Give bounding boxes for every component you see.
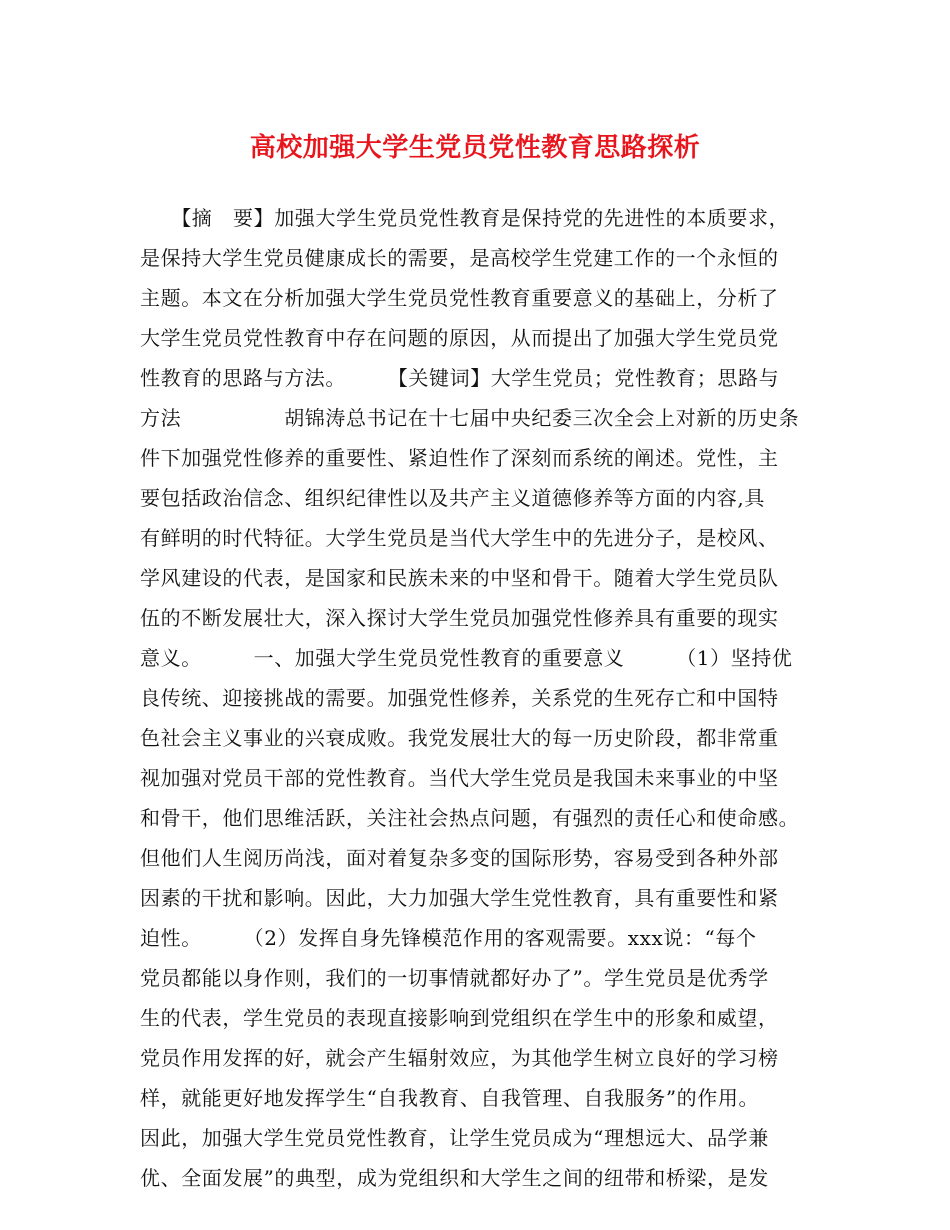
body-line: 学风建设的代表，是国家和民族未来的中坚和骨干。随着大学生党员队 bbox=[140, 566, 779, 590]
body-line: 生的代表，学生党员的表现直接影响到党组织在学生中的形象和威望， bbox=[140, 1006, 779, 1030]
body-line: 但他们人生阅历尚浅，面对着复杂多变的国际形势，容易受到各种外部 bbox=[140, 846, 779, 870]
body-line: 和骨干，他们思维活跃，关注社会热点问题，有强烈的责任心和使命感。 bbox=[140, 806, 800, 830]
body-line: 性教育的思路与方法。 【关键词】大学生党员；党性教育；思路与 bbox=[140, 366, 780, 390]
body-line: 大学生党员党性教育中存在问题的原因，从而提出了加强大学生党员党 bbox=[140, 326, 779, 350]
document-title: 高校加强大学生党员党性教育思路探析 bbox=[249, 133, 701, 163]
document-body bbox=[0, 198, 950, 1190]
body-line: 样，就能更好地发挥学生“自我教育、自我管理、自我服务”的作用。 bbox=[140, 1086, 760, 1110]
body-line: 迫性。 （2）发挥自身先锋模范作用的客观需要。xxx说：“每个 bbox=[140, 926, 757, 950]
body-line: 伍的不断发展壮大，深入探讨大学生党员加强党性修养具有重要的现实 bbox=[140, 606, 779, 630]
body-line: 要包括政治信念、组织纪律性以及共产主义道德修养等方面的内容,具 bbox=[140, 486, 765, 510]
body-line: 优、全面发展”的典型，成为党组织和大学生之间的纽带和桥梁，是发 bbox=[140, 1166, 769, 1190]
body-line: 是保持大学生党员健康成长的需要，是高校学生党建工作的一个永恒的 bbox=[140, 246, 779, 270]
body-line: 视加强对党员干部的党性教育。当代大学生党员是我国未来事业的中坚 bbox=[140, 766, 779, 790]
body-line: 件下加强党性修养的重要性、紧迫性作了深刻而系统的阐述。党性，主 bbox=[140, 446, 779, 470]
body-line: 意义。 一、加强大学生党员党性教育的重要意义 （1）坚持优 bbox=[140, 646, 793, 670]
body-line: 党员作用发挥的好，就会产生辐射效应，为其他学生树立良好的学习榜 bbox=[140, 1046, 779, 1070]
body-line: 因素的干扰和影响。因此，大力加强大学生党性教育，具有重要性和紧 bbox=[140, 886, 779, 910]
body-line: 【摘 要】加强大学生党员党性教育是保持党的先进性的本质要求， bbox=[140, 206, 790, 230]
body-line: 方法 胡锦涛总书记在十七届中央纪委三次全会上对新的历史条 bbox=[140, 406, 800, 430]
body-line: 因此，加强大学生党员党性教育，让学生党员成为“理想远大、品学兼 bbox=[140, 1126, 769, 1150]
body-line: 党员都能以身作则，我们的一切事情就都好办了”。学生党员是优秀学 bbox=[140, 966, 769, 990]
body-line: 良传统、迎接挑战的需要。加强党性修养，关系党的生死存亡和中国特 bbox=[140, 686, 779, 710]
body-line: 色社会主义事业的兴衰成败。我党发展壮大的每一历史阶段，都非常重 bbox=[140, 726, 779, 750]
body-line: 主题。本文在分析加强大学生党员党性教育重要意义的基础上，分析了 bbox=[140, 286, 779, 310]
body-line: 有鲜明的时代特征。大学生党员是当代大学生中的先进分子，是校风、 bbox=[140, 526, 779, 550]
